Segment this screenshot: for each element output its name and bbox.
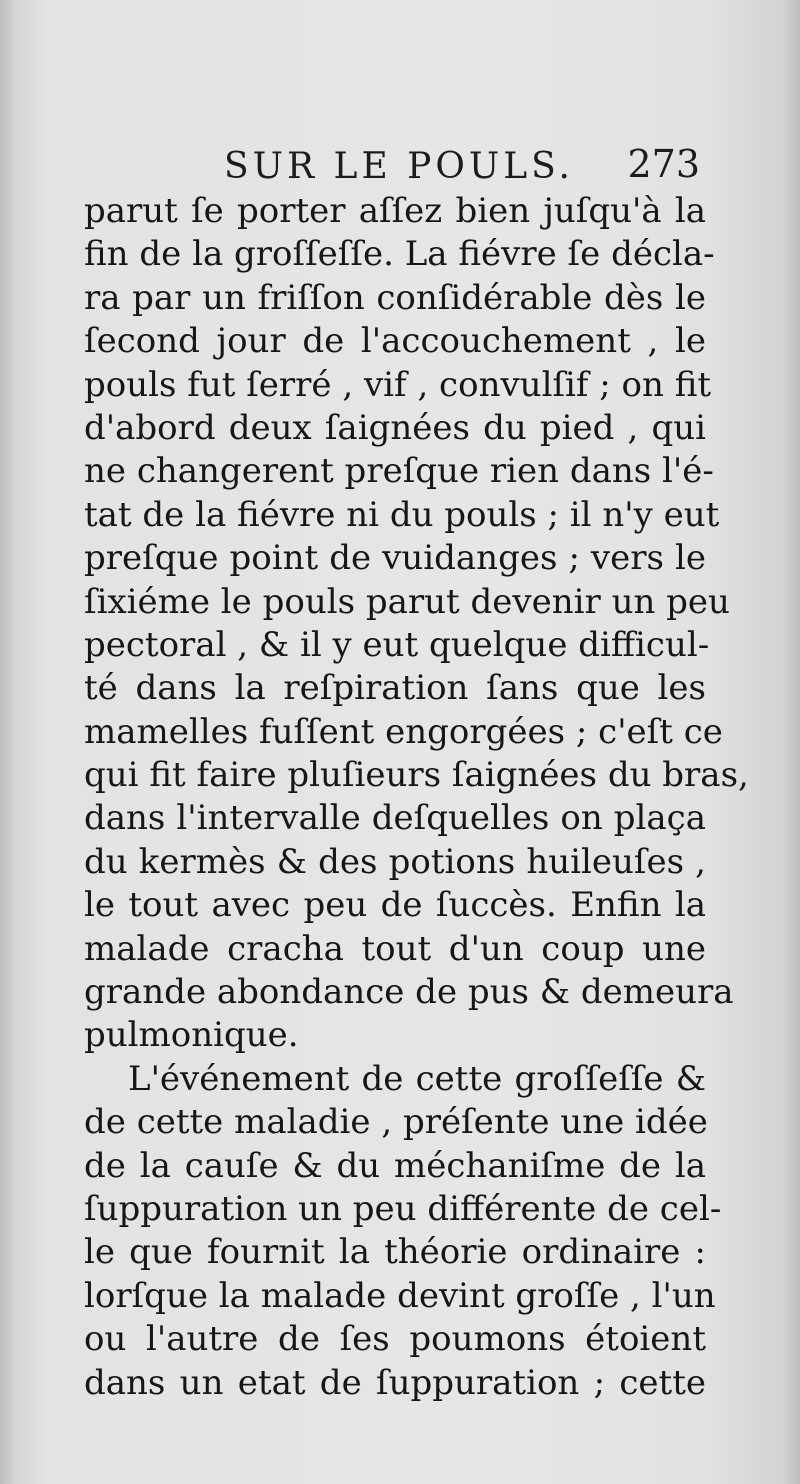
text-line: ſixiéme le pouls parut devenir un peu (84, 581, 730, 622)
text-line: le que fournit la théorie ordinaire : (84, 1232, 706, 1273)
text-line: lorſque la malade devint groſſe , l'un (84, 1275, 716, 1316)
text-line: de la cauſe & du méchaniſme de la (84, 1145, 706, 1186)
text-line: parut ſe porter aſſez bien juſqu'à la (84, 191, 706, 231)
text-line: du kermès & des potions huileuſes , (84, 841, 706, 882)
running-head (88, 138, 700, 188)
text-line: ſuppuration un peu différente de cel- (84, 1188, 722, 1229)
text-line: qui fit faire pluſieurs ſaignées du bras, (84, 755, 749, 796)
text-line: ſecond jour de l'accouchement , le (84, 321, 706, 362)
text-line: dans un etat de ſuppuration ; cette (84, 1362, 706, 1403)
text-line: tat de la fiévre ni du pouls ; il n'y eut (84, 494, 720, 535)
text-line: L'événement de cette groſſeſſe & (128, 1058, 706, 1099)
paragraph-1 (84, 190, 749, 1058)
text-line: de cette maladie , préſente une idée (84, 1102, 708, 1143)
text-line: pectoral , & il y eut quelque difficul- (84, 624, 710, 665)
text-line: pouls fut ſerré , vif , convulſif ; on fit (84, 364, 712, 405)
paragraph-2 (84, 1058, 722, 1405)
text-line: ne changerent preſque rien dans l'é- (84, 451, 714, 492)
text-line: le tout avec peu de ſuccès. Enfin la (84, 885, 706, 926)
text-line: pulmonique. (84, 1015, 299, 1056)
running-title: SUR LE POULS. (224, 146, 574, 187)
text-line: preſque point de vuidanges ; vers le (84, 538, 706, 579)
text-line: ou l'autre de ſes poumons étoient (84, 1319, 706, 1360)
text-line: grande abondance de pus & demeura (84, 972, 734, 1013)
page-number: 273 (627, 142, 700, 186)
text-line: té dans la reſpiration ſans que les (84, 668, 706, 709)
text-line: dans l'intervalle deſquelles on plaça (84, 798, 706, 839)
text-line: mamelles fuſſent engorgées ; c'eſt ce (84, 711, 723, 752)
text-line: malade cracha tout d'un coup une (84, 928, 706, 969)
text-line: fin de la groſſeſſe. La fiévre ſe décla- (84, 234, 715, 275)
body-text (84, 190, 749, 1405)
text-line: d'abord deux ſaignées du pied , qui (84, 407, 706, 448)
text-line: ra par un friſſon conſidérable dès le (84, 277, 706, 318)
